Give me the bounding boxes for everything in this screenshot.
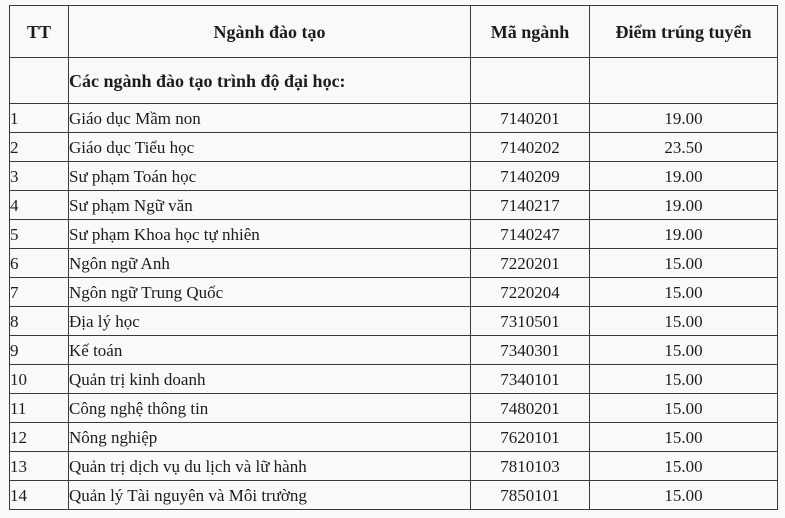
- row-major-code: 7140217: [471, 191, 590, 220]
- table-row: [10, 249, 778, 278]
- row-major-code: 7140247: [471, 220, 590, 249]
- row-major-code: 7340101: [471, 365, 590, 394]
- row-tt: 2: [10, 133, 69, 162]
- row-major-code: 7480201: [471, 394, 590, 423]
- row-major-code: 7140202: [471, 133, 590, 162]
- table-row: [10, 220, 778, 249]
- row-tt: 4: [10, 191, 69, 220]
- table-row: [10, 191, 778, 220]
- row-tt: 8: [10, 307, 69, 336]
- row-tt: 7: [10, 278, 69, 307]
- row-major-code: 7220201: [471, 249, 590, 278]
- row-major-name: Giáo dục Tiểu học: [69, 133, 471, 162]
- table-row: [10, 481, 778, 510]
- table-header-row: [10, 6, 778, 58]
- row-tt: 5: [10, 220, 69, 249]
- row-score: 15.00: [590, 481, 778, 510]
- table-row: [10, 365, 778, 394]
- section-title: Các ngành đào tạo trình độ đại học:: [69, 58, 471, 104]
- row-score: 19.00: [590, 191, 778, 220]
- row-score: 15.00: [590, 394, 778, 423]
- row-score: 15.00: [590, 307, 778, 336]
- row-score: 19.00: [590, 220, 778, 249]
- table-row: [10, 133, 778, 162]
- row-major-name: Quản lý Tài nguyên và Môi trường: [69, 481, 471, 510]
- table-row: [10, 452, 778, 481]
- row-major-name: Ngôn ngữ Trung Quốc: [69, 278, 471, 307]
- row-tt: 1: [10, 104, 69, 133]
- row-major-name: Giáo dục Mầm non: [69, 104, 471, 133]
- table-body: [10, 58, 778, 510]
- row-score: 15.00: [590, 249, 778, 278]
- row-major-code: 7310501: [471, 307, 590, 336]
- section-code-cell: [471, 58, 590, 104]
- row-score: 23.50: [590, 133, 778, 162]
- table-row: [10, 423, 778, 452]
- row-major-name: Kế toán: [69, 336, 471, 365]
- row-major-name: Sư phạm Toán học: [69, 162, 471, 191]
- row-tt: 13: [10, 452, 69, 481]
- row-major-name: Công nghệ thông tin: [69, 394, 471, 423]
- row-score: 15.00: [590, 336, 778, 365]
- table-row: [10, 307, 778, 336]
- row-major-code: 7850101: [471, 481, 590, 510]
- header-tt: TT: [10, 6, 69, 58]
- row-major-name: Sư phạm Khoa học tự nhiên: [69, 220, 471, 249]
- table-row: [10, 104, 778, 133]
- table-row: [10, 336, 778, 365]
- row-tt: 3: [10, 162, 69, 191]
- row-tt: 12: [10, 423, 69, 452]
- row-major-code: 7620101: [471, 423, 590, 452]
- table-row: [10, 278, 778, 307]
- row-major-code: 7220204: [471, 278, 590, 307]
- row-score: 15.00: [590, 365, 778, 394]
- table-row: [10, 162, 778, 191]
- admission-scores-table: [9, 5, 778, 510]
- row-tt: 9: [10, 336, 69, 365]
- row-score: 15.00: [590, 423, 778, 452]
- section-tt-cell: [10, 58, 69, 104]
- row-major-name: Ngôn ngữ Anh: [69, 249, 471, 278]
- header-code: Mã ngành: [471, 6, 590, 58]
- row-tt: 6: [10, 249, 69, 278]
- section-score-cell: [590, 58, 778, 104]
- row-tt: 11: [10, 394, 69, 423]
- row-score: 19.00: [590, 104, 778, 133]
- row-tt: 10: [10, 365, 69, 394]
- row-major-code: 7340301: [471, 336, 590, 365]
- section-row: [10, 58, 778, 104]
- table-row: [10, 394, 778, 423]
- row-major-name: Địa lý học: [69, 307, 471, 336]
- row-tt: 14: [10, 481, 69, 510]
- row-major-name: Quản trị kinh doanh: [69, 365, 471, 394]
- row-major-name: Sư phạm Ngữ văn: [69, 191, 471, 220]
- row-score: 15.00: [590, 278, 778, 307]
- header-score: Điểm trúng tuyển: [590, 6, 778, 58]
- row-major-code: 7140201: [471, 104, 590, 133]
- header-major: Ngành đào tạo: [69, 6, 471, 58]
- row-major-code: 7810103: [471, 452, 590, 481]
- row-score: 19.00: [590, 162, 778, 191]
- row-score: 15.00: [590, 452, 778, 481]
- row-major-code: 7140209: [471, 162, 590, 191]
- row-major-name: Quản trị dịch vụ du lịch và lữ hành: [69, 452, 471, 481]
- row-major-name: Nông nghiệp: [69, 423, 471, 452]
